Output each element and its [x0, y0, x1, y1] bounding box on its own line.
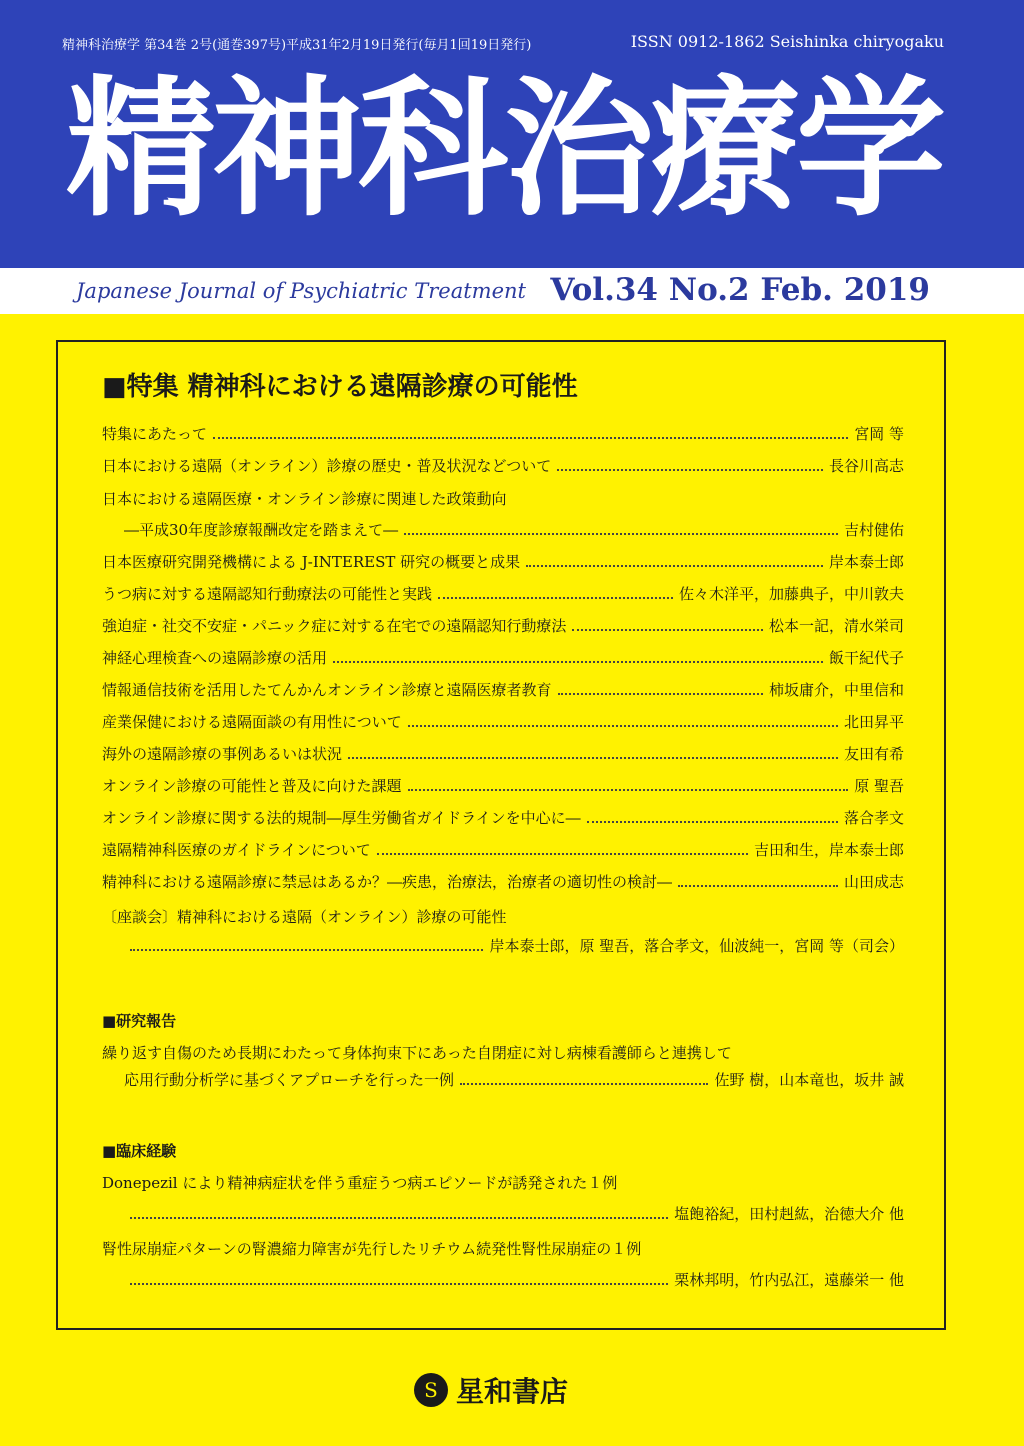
toc-entry [124, 518, 904, 540]
leader-dots [130, 1283, 668, 1285]
toc-authors: 飯干紀代子 [828, 649, 904, 667]
toc-authors: 吉村健佑 [843, 521, 904, 539]
toc-title: うつ病に対する遠隔認知行動療法の可能性と実践 [102, 585, 433, 603]
report-title-line: 繰り返す自傷のため長期にわたって身体拘束下にあった自閉症に対し病棟看護師らと連携して [102, 1044, 732, 1062]
toc-authors: 岸本泰士郎，原 聖吾，落合孝文，仙波純一，宮岡 等（司会） [489, 937, 904, 955]
leader-dots [438, 597, 673, 599]
toc-authors: 宮岡 等 [854, 425, 904, 443]
volume-issue: Vol.34 No.2 Feb. 2019 [550, 272, 930, 308]
toc-subtitle: ―平成30年度診療報酬改定を踏まえて― [124, 521, 399, 539]
toc-entry [102, 742, 904, 764]
toc-title: 強迫症・社交不安症・パニック症に対する在宅での遠隔認知行動療法 [102, 617, 567, 635]
toc-authors: 佐々木洋平，加藤典子，中川敦夫 [678, 585, 904, 603]
toc-entry [102, 422, 904, 444]
special-feature-heading: ■特集 精神科における遠隔診療の可能性 [102, 372, 578, 402]
toc-title: 精神科における遠隔診療に禁忌はあるか？―疾患，治療法，治療者の適切性の検討― [102, 873, 673, 891]
leader-dots [130, 949, 483, 951]
toc-entry [102, 838, 904, 860]
leader-dots [587, 821, 838, 823]
toc-authors: 吉田和生，岸本泰士郎 [753, 841, 904, 859]
toc-title: オンライン診療に関する法的規制―厚生労働省ガイドラインを中心に― [102, 809, 581, 827]
leader-dots [130, 1217, 668, 1219]
toc-authors: 塩飽裕紀，田村赳紘，治徳大介 他 [674, 1205, 904, 1223]
toc-authors: 栗林邦明，竹内弘江，遠藤栄一 他 [674, 1271, 904, 1289]
leader-dots [557, 469, 823, 471]
toc-entry [102, 454, 904, 476]
toc-entry [124, 1202, 904, 1224]
toc-authors: 友田有希 [843, 745, 904, 763]
leader-dots [460, 1083, 708, 1085]
issn-text: ISSN 0912-1862 Seishinka chiryogaku [630, 32, 944, 51]
toc-title: 神経心理検査への遠隔診療の活用 [102, 649, 328, 667]
publisher-name: 星和書店 [456, 1375, 569, 1408]
publisher-logo-icon: S [414, 1373, 448, 1407]
toc-entry [124, 1068, 904, 1090]
toc-title: 海外の遠隔診療の事例あるいは状況 [102, 745, 343, 763]
leader-dots [558, 693, 763, 695]
toc-title: オンライン診療の可能性と普及に向けた課題 [102, 777, 402, 795]
toc-entry [102, 774, 904, 796]
toc-entry [102, 582, 904, 604]
leader-dots [408, 789, 849, 791]
toc-entry [124, 934, 904, 956]
toc-title: Donepezil により精神病症状を伴う重症うつ病エピソードが誘発された１例 [102, 1174, 618, 1192]
toc-title: 腎性尿崩症パターンの腎濃縮力障害が先行したリチウム続発性腎性尿崩症の１例 [102, 1240, 642, 1258]
toc-title: 産業保健における遠隔面談の有用性について [102, 713, 402, 731]
toc-authors: 柿坂庸介，中里信和 [768, 681, 904, 699]
toc-authors: 長谷川高志 [828, 457, 904, 475]
leader-dots [404, 533, 838, 535]
toc-title: 日本における遠隔医療・オンライン診療に関連した政策動向 [102, 490, 507, 508]
toc-title: 日本における遠隔（オンライン）診療の歴史・普及状況などついて [102, 457, 552, 475]
leader-dots [348, 757, 838, 759]
leader-dots [678, 885, 838, 887]
leader-dots [377, 853, 748, 855]
table-of-contents [56, 340, 946, 1330]
toc-entry [102, 710, 904, 732]
leader-dots [408, 725, 838, 727]
toc-entry [102, 646, 904, 668]
toc-title: 〔座談会〕精神科における遠隔（オンライン）診療の可能性 [102, 908, 507, 926]
clinical-experience-heading: ■臨床経験 [102, 1142, 177, 1160]
leader-dots [572, 629, 763, 631]
toc-entry [102, 614, 904, 636]
publication-info: 精神科治療学 第34巻 2号(通巻397号)平成31年2月19日発行(毎月1回19日発行) [62, 38, 532, 53]
toc-title: 日本医療研究開発機構による J-INTEREST 研究の概要と成果 [102, 553, 521, 571]
toc-entry [102, 806, 904, 828]
leader-dots [526, 565, 823, 567]
toc-title: 遠隔精神科医療のガイドラインについて [102, 841, 371, 859]
publisher [414, 1370, 568, 1410]
subtitle-band [0, 268, 1024, 314]
toc-entry [102, 550, 904, 572]
toc-authors: 北田昇平 [843, 713, 904, 731]
toc-authors: 原 聖吾 [854, 777, 904, 795]
journal-title: 精神科治療学 [66, 63, 943, 237]
toc-authors: 山田成志 [843, 873, 904, 891]
toc-authors: 松本一記，清水栄司 [768, 617, 904, 635]
toc-entry [102, 870, 904, 892]
toc-entry [124, 1268, 904, 1290]
english-title: Japanese Journal of Psychiatric Treatment [76, 279, 526, 303]
toc-authors: 佐野 樹，山本竜也，坂井 誠 [714, 1071, 904, 1089]
toc-title: 応用行動分析学に基づくアプローチを行った一例 [124, 1071, 455, 1089]
toc-title: 情報通信技術を活用したてんかんオンライン診療と遠隔医療者教育 [102, 681, 552, 699]
toc-entry [102, 678, 904, 700]
leader-dots [213, 437, 848, 439]
toc-authors: 落合孝文 [843, 809, 904, 827]
title-banner [0, 0, 1024, 268]
toc-authors: 岸本泰士郎 [828, 553, 904, 571]
leader-dots [333, 661, 823, 663]
research-report-heading: ■研究報告 [102, 1012, 177, 1030]
toc-title: 特集にあたって [102, 425, 208, 443]
